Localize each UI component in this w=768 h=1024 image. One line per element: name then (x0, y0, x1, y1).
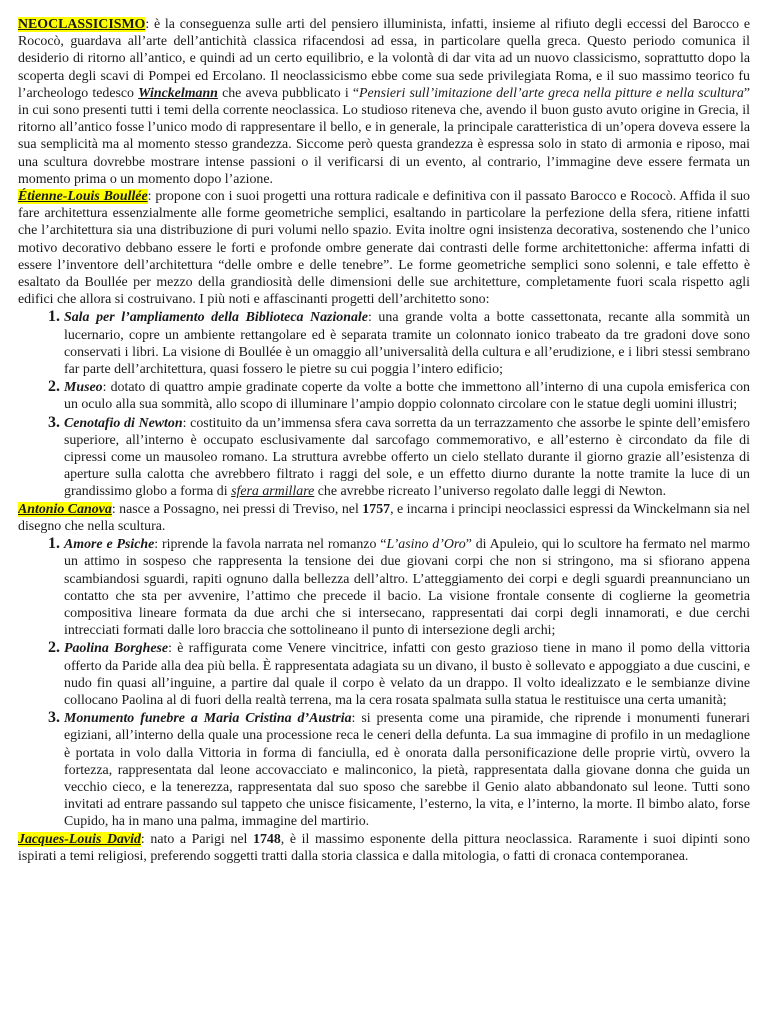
heading-canova: Antonio Canova (18, 501, 112, 517)
year-1757: 1757 (362, 501, 391, 517)
section-canova: Antonio Canova: nasce a Possagno, nei pressi di Treviso, nel 1757, e incarna i principi neoclassici espressi da Winckelmann sia nel disegno che nella scultura. (18, 501, 750, 534)
heading-neoclassicismo: NEOCLASSICISMO (18, 17, 146, 32)
work-title-pensieri: Pensieri sull’imitazione dell’arte greca nella pitture e nella scultura (359, 85, 744, 101)
heading-david: Jacques-Louis David (18, 831, 141, 847)
name-winckelmann: Winckelmann (138, 85, 218, 101)
year-1748: 1748 (253, 831, 281, 847)
term-sfera-armillare: sfera armillare (231, 484, 315, 500)
section-boullee: Étienne-Louis Boullée: propone con i suoi progetti una rottura radicale e definitiva con il passato Barocco e Rococò. Affida il suo fare architettura essenzialmente alle forme geometriche semplici, esaltando in particolare la perfezione della sfera, ritiene infatti che l’architettura sia una distribuzione di puri volumi nello spazio. Evita inoltre ogni insistenza decorativa, sostenendo che l’unico motivo decorativo debbano essere le forti e profonde ombre generate dai contrasti delle forme architettoniche: afferma infatti di essere l’inventore dell’architettura “delle ombre e delle tenebre”. Le forme geometriche semplici sono solenni, e tale effetto è esaltato da Boullée per mezzo della grandiosità delle dimensioni delle sue architetture, completamente fuori scala rispetto agli edifici che allora si costruivano. I più noti e affascinanti progetti dell’architetto sono: (18, 189, 750, 308)
list-item: 3. Monumento funebre a Maria Cristina d’Austria: si presenta come una piramide, che riprende i monumenti funerari egiziani, all’interno della quale una processione reca le ceneri della defunta. La sua immagine di profilo in un medaglione è portata in volo dalla Vittoria in forma di fanciulla, ed è onorata dalla personificazione delle proprie virtù, ovvero la fortezza, rappresentata dal leone accovacciato e malinconico, la pietà, rappresentata dalla giovane donna che guida un vecchio cieco, e la tenerezza, rappresentata dal suo sposo che sarebbe il Genio alato abbandonato sul leone. Tutti sono invitati ad entrare passando sul tappeto che unisce fisicamente, l’esterno, la vita, e l’interno, la morte. Il bimbo alato, forse Cupido, ha in mano una palma, immagine del martirio. (64, 709, 750, 830)
heading-boullee: Étienne-Louis Boullée (18, 189, 148, 205)
list-item: 2. Museo: dotato di quattro ampie gradinate coperte da volte a botte che immettono all’interno di una cupola emisferica con un oculo alla sua sommità, allo scopo di illuminare l’ampio doppio colonnato circolare con le statue degli uomini illustri; (64, 378, 750, 413)
boullee-projects-list (18, 308, 750, 500)
section-neoclassicismo: NEOCLASSICISMO: è la conseguenza sulle arti del pensiero illuminista, infatti, insieme al rifiuto degli eccessi del Barocco e Rococò, guardava all’arte dell’antichità classica rifacendosi ad essa, in particolare quella greca. Questo periodo comunica il desiderio di ritorno all’antico, e quindi ad un certo equilibrio, e la volontà di dar vita ad un nuovo classicismo, soprattutto dopo la scoperta degli scavi di Pompei ed Ercolano. Il neoclassicismo ebbe come sua sede privilegiata Roma, e il suo massimo teorico fu l’archeologo tedesco Winckelmann che aveva pubblicato i “Pensieri sull’imitazione dell’arte greca nella pitture e nella scultura” in cui sono presenti tutti i temi della corrente neoclassica. Lo studioso riteneva che, avendo il buon gusto avuto origine in Grecia, il ritorno all’antico fosse l’unico modo di rappresentare il bello, e in generale, la principale caratteristica di un’opera doveva essere la sua semplicità ma al momento stesso grandezza. Siccome però questa grandezza è espressa solo in stato di armonia e riposo, mai una scultura dovrebbe mostrare intense passioni o il verificarsi di un evento, al contrario, l’immagine deve essere fermata un momento prima o un momento dopo l’azione. (18, 17, 750, 187)
canova-works-list (18, 535, 750, 830)
list-item: 3. Cenotafio di Newton: costituito da un’immensa sfera cava sorretta da un terrazzamento che assorbe le spinte dell’emisfero superiore, all’interno è occupato esclusivamente dal sarcofago commemorativo, e all’esterno è circondato da file di cipressi come un mausoleo romano. La struttura avrebbe offerto un cielo stellato durante il giorno grazie all’esistenza di aperture sulla calotta che avrebbero filtrato i raggi del sole, e un effetto diurno durante la notte tramite la luce di un grandissimo globo a forma di sfera armillare che avrebbe ricreato l’universo regolato dalle leggi di Newton. (64, 414, 750, 501)
document-page (18, 16, 750, 1024)
list-item: 2. Paolina Borghese: è raffigurata come Venere vincitrice, infatti con gesto grazioso tiene in mano il pomo della vittoria offerto da Paride alla dea più bella. È rappresentata adagiata su un divano, il busto è sollevato e appoggiato a due cuscini, e nudo fin quasi all’inguine, a partire dal quale il corpo è velato da un drappo. Il volto idealizzato e le sembianze divine collocano Paolina al di fuori della realtà terrena, ma la cera rosata spalmata sulla statua le restituisce una certa umanità; (64, 639, 750, 709)
section-david: Jacques-Louis David: nato a Parigi nel 1748, è il massimo esponente della pittura neoclassica. Raramente i suoi dipinti sono ispirati a temi religiosi, preferendo soggetti tratti dalla storia classica e dalla mitologia, o fatti di cronaca contemporanea. (18, 831, 750, 864)
list-item: 1. Amore e Psiche: riprende la favola narrata nel romanzo “L’asino d’Oro” di Apuleio, qui lo scultore ha fermato nel marmo un attimo in sospeso che rappresenta la tensione dei due giovani corpi che non si stringono, ma si sfiorano appena scambiandosi sguardi, rapiti ognuno dalla bellezza dell’altro. L’atteggiamento dei corpi e degli sguardi preannunciano un contatto che sta per avvenire, l’attimo che precede il bacio. La visione frontale consente di coglierne la geometria compositiva lineare formata da due archi che si intersecano, rappresentati dai corpi degli innamorati, e due cerchi intrecciati formati dalle loro braccia che sottolineano il punto di intersezione degli archi; (64, 535, 750, 639)
list-item: 1. Sala per l’ampliamento della Biblioteca Nazionale: una grande volta a botte cassettonata, recante alla sommità un lucernario, copre un ambiente rettangolare ed è separata tramite un colonnato ionico trabeato da tre gradoni dove sono conservati i libri. La visione di Boullée è un omaggio all’universalità della cultura e all’erudizione, e i libri stessi sembrano far parte dell’architettura, quasi fossero le pietre su cui poggia l’intero edificio; (64, 308, 750, 378)
